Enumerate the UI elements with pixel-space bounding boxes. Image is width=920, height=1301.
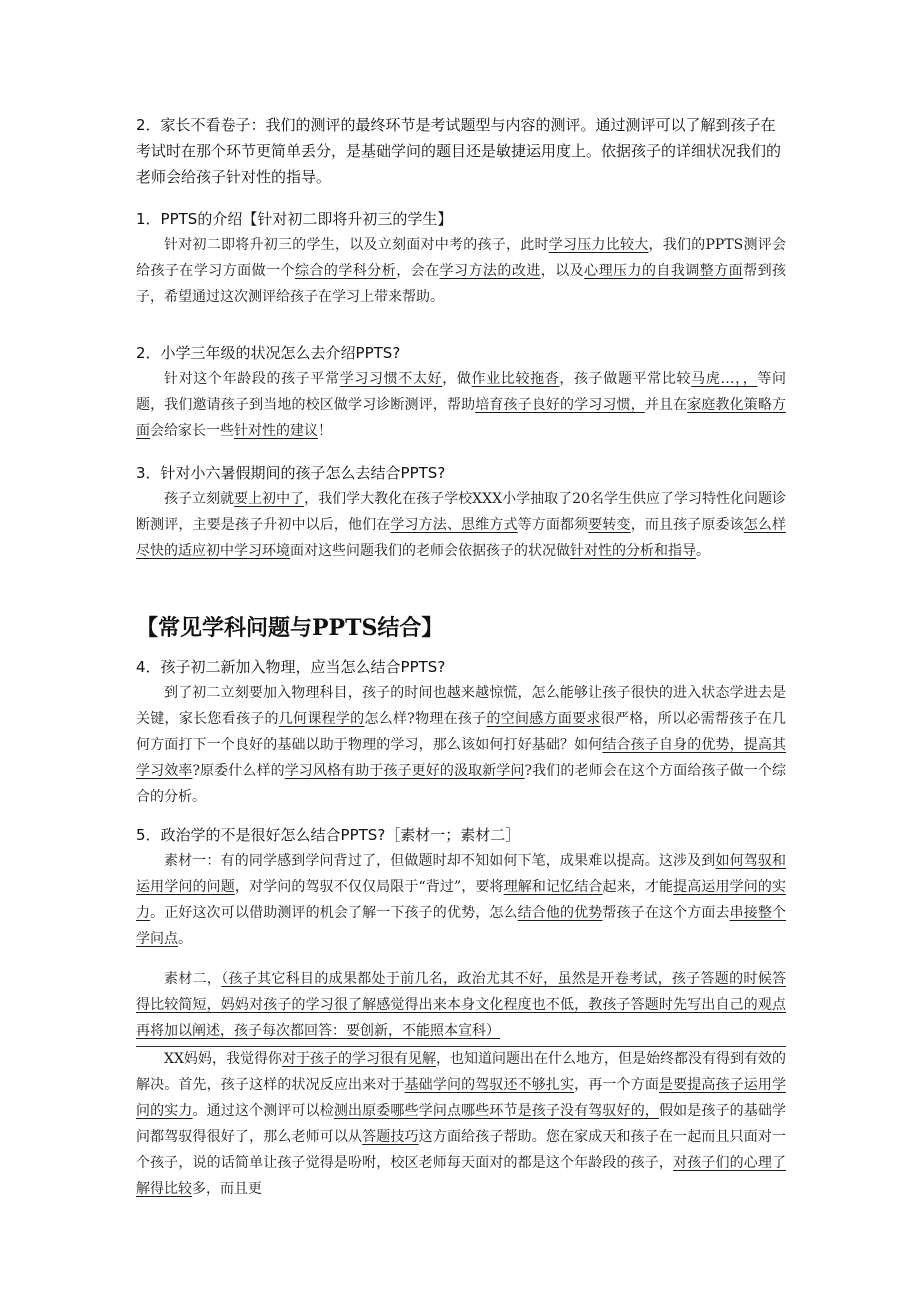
underlined-text: 学习方法的改进 (439, 263, 541, 279)
underlined-text: 的空间感方面要求 (486, 711, 601, 727)
material-2-label: 素材二， (164, 971, 222, 987)
material-2-paragraph (136, 966, 786, 1047)
underlined-text: 要转变 (588, 517, 631, 533)
underlined-text: 对孩子们的心理了解得比较 (136, 1155, 787, 1197)
underlined-text: 串接整个学问点 (136, 905, 787, 947)
section-1-heading: 1．PPTS的介绍【针对初二即将升初三的学生】 (136, 210, 453, 228)
text-run: 起来，才能 (602, 879, 674, 895)
underlined-text: 提高运用学问的实力 (136, 879, 787, 921)
section-4-heading: 4．孩子初二新加入物理，应当怎么结合PPTS? (136, 658, 446, 676)
underlined-text: 针对性的分析和指导 (570, 543, 696, 559)
underlined-text: 结合他的优势 (517, 905, 603, 921)
text-run: 。 (696, 543, 710, 559)
underlined-text: 结合孩子自身的优势，提高其学习效率 (136, 737, 787, 779)
section-3 (136, 460, 786, 564)
text-run: ！ (318, 423, 332, 439)
underlined-text: 怎么样尽快的适应初中学习环境 (136, 517, 787, 559)
text-run: ，也知道问题出在什么地方，但是始终都没有得到有效的解决。首先，孩子这样的状况反应出来对于 (136, 1051, 787, 1093)
section-title: 【常见学科问题与PPTS结合】 (136, 615, 444, 641)
section-3-paragraph (136, 486, 786, 564)
text-run: ，会在 (396, 263, 440, 279)
underlined-text: 答题技巧 (362, 1129, 419, 1145)
material-1-paragraph (136, 848, 786, 952)
text-run: ?原委什么样的 (192, 763, 285, 779)
text-run: 等问题，我们邀请孩子到当地的校区做学习诊断测评，帮助 (136, 371, 787, 413)
text-run: 面对这些问题我们的老师会依据孩子的状况做 (290, 543, 570, 559)
text-run: ?我们的老师会在这个方面给孩子做一个综合的分析。 (136, 763, 786, 805)
underlined-text: 培育孩子良好的学习习惯， (475, 397, 645, 413)
reply-block (136, 1046, 786, 1202)
section-3-heading: 3．针对小六暑假期间的孩子怎么去结合PPTS? (136, 464, 446, 482)
text-run: 多，而且更 (192, 1181, 262, 1197)
underlined-text: 针对性的建议 (234, 423, 318, 439)
text-run: 素材一：有的同学感到学问背过了，但做题时却不知如何下笔，成果难以提高。这涉及到 (164, 853, 716, 869)
underlined-text: 基础学问的驾驭还不够扎实 (404, 1077, 575, 1093)
reply-paragraph (136, 1046, 786, 1202)
intro-text: 2．家长不看卷子：我们的测评的最终环节是考试题型与内容的测评。通过测评可以了解到孩子在考试时在那个环节更简单丢分，是基础学问的题目还是敏捷运用度上。依据孩子的详细状况我们的老师会给孩子针对性的指导。 (136, 116, 782, 186)
section-2-heading: 2．小学三年级的状况怎么去介绍PPTS? (136, 344, 401, 362)
section-4-paragraph (136, 680, 786, 810)
text-run: 到了初二立刻要加入物理科目，孩子的时间也越来越惊慌，怎么能够让孩子很快的进入状态学进去是关键，家长您看孩子的 (136, 685, 786, 727)
intro-block (136, 112, 786, 190)
text-run: ，我们的PPTS测评会给孩子在学习方面做一个 (136, 237, 786, 279)
text-run: 帮到孩子，希望通过这次测评给孩子在学习上带来帮助。 (136, 263, 787, 305)
underlined-text: 马虎…，， (691, 371, 758, 387)
text-run: 并且在 (644, 397, 688, 413)
text-run: ，对学问的驾驭不仅仅局限于“背过”，要将 (234, 879, 504, 895)
text-run: 。通过这个测评可以检 (192, 1103, 334, 1119)
underlined-text: 家庭教化策略方面 (136, 397, 787, 439)
section-5-heading: 5．政治学的不是很好怎么结合PPTS?［素材一；素材二］ (136, 826, 521, 844)
underlined-text: 学习压力比较大 (548, 237, 649, 253)
underlined-text: 学习风格有助于孩子更好的汲取新学问 (284, 763, 525, 779)
underlined-text: 学习习惯不太好 (339, 371, 443, 387)
underlined-text: 作业比较拖沓 (471, 371, 560, 387)
section-1 (136, 206, 786, 310)
underlined-text: 理解和记忆结合 (503, 879, 603, 895)
text-run: XX妈妈，我觉得你 (164, 1051, 282, 1067)
text-run: 。正好这次可以借助测评的机会了解一下孩子的优势，怎么 (150, 905, 518, 921)
text-run: ，而且孩子原委该 (630, 517, 744, 533)
text-run: 针对这个年龄段的孩子平常 (164, 371, 340, 387)
underlined-text: 测出原委哪些学问点哪些环节是孩子没有驾驭好的， (333, 1103, 659, 1119)
text-run: 很严格，所以必需帮孩子在几何方面打下一个良好的基础以助于物理的学习，那么该如何打好基础？如何 (136, 711, 787, 753)
section-5 (136, 822, 786, 952)
text-run: 怎么样?物理在孩子 (364, 711, 487, 727)
underlined-text: 心理压力的自我调整方面 (584, 263, 744, 279)
material-2-block (136, 966, 786, 1047)
text-run: 。 (178, 931, 192, 947)
text-run: ，做 (442, 371, 472, 387)
text-run: 等方面都须 (517, 517, 589, 533)
text-run: ，再一个方面 (574, 1077, 659, 1093)
text-run: 帮孩子在这个方面去 (602, 905, 730, 921)
text-run: 孩子立刻就 (164, 491, 235, 507)
underlined-text: 综合的学科分析 (295, 263, 397, 279)
underlined-text: 对于孩子的学习很有见解 (281, 1051, 436, 1067)
text-run: 会给家长一些 (150, 423, 234, 439)
text-run: 这方面给孩子帮助。您在家成天和孩子在一起而且只面对一个孩子，说的话简单让孩子觉得是吩咐，校区老师每天面对的都是这个年龄段的孩子， (136, 1129, 787, 1171)
text-run: 针对初二即将升初三的学生，以及立刻面对中考的孩子，此时 (164, 237, 549, 253)
section-title-block (136, 612, 786, 644)
section-1-paragraph (136, 232, 786, 310)
underlined-text: 几何课程学的 (278, 711, 365, 727)
section-4 (136, 654, 786, 810)
underlined-text: （孩子其它科目的成果都处于前几名，政治尤其不好，虽然是开卷考试，孩子答题的时候答得比较简短，妈妈对孩子的学习很了解感觉得出来本身文化程度也不低，教孩子答题时先写出自己的观点再将加以阐述，孩子每次都回答：要创新，不能照本宣科） (136, 971, 787, 1039)
section-2 (136, 340, 786, 444)
text-run: ，我们学大教化在孩子学校XXX小学抽取了20名学生供应了学习特性化问题诊断测评，主要是孩子升初中以后，他们在 (136, 491, 787, 533)
underlined-text: 要上初中了 (234, 491, 305, 507)
underlined-text: 学习方法、思维方式 (390, 517, 518, 533)
section-2-paragraph (136, 366, 786, 444)
text-run: ，孩子做题平常比较 (559, 371, 692, 387)
text-run: 假如是孩子的基础学问都驾驭得很好了，那么老师可以从 (136, 1103, 787, 1145)
underlined-text: 如何驾驭和运用学问的问题 (136, 853, 787, 895)
text-run: ，以及 (540, 263, 585, 279)
underlined-text: 是要提高孩子运用学问的实力 (136, 1077, 787, 1119)
